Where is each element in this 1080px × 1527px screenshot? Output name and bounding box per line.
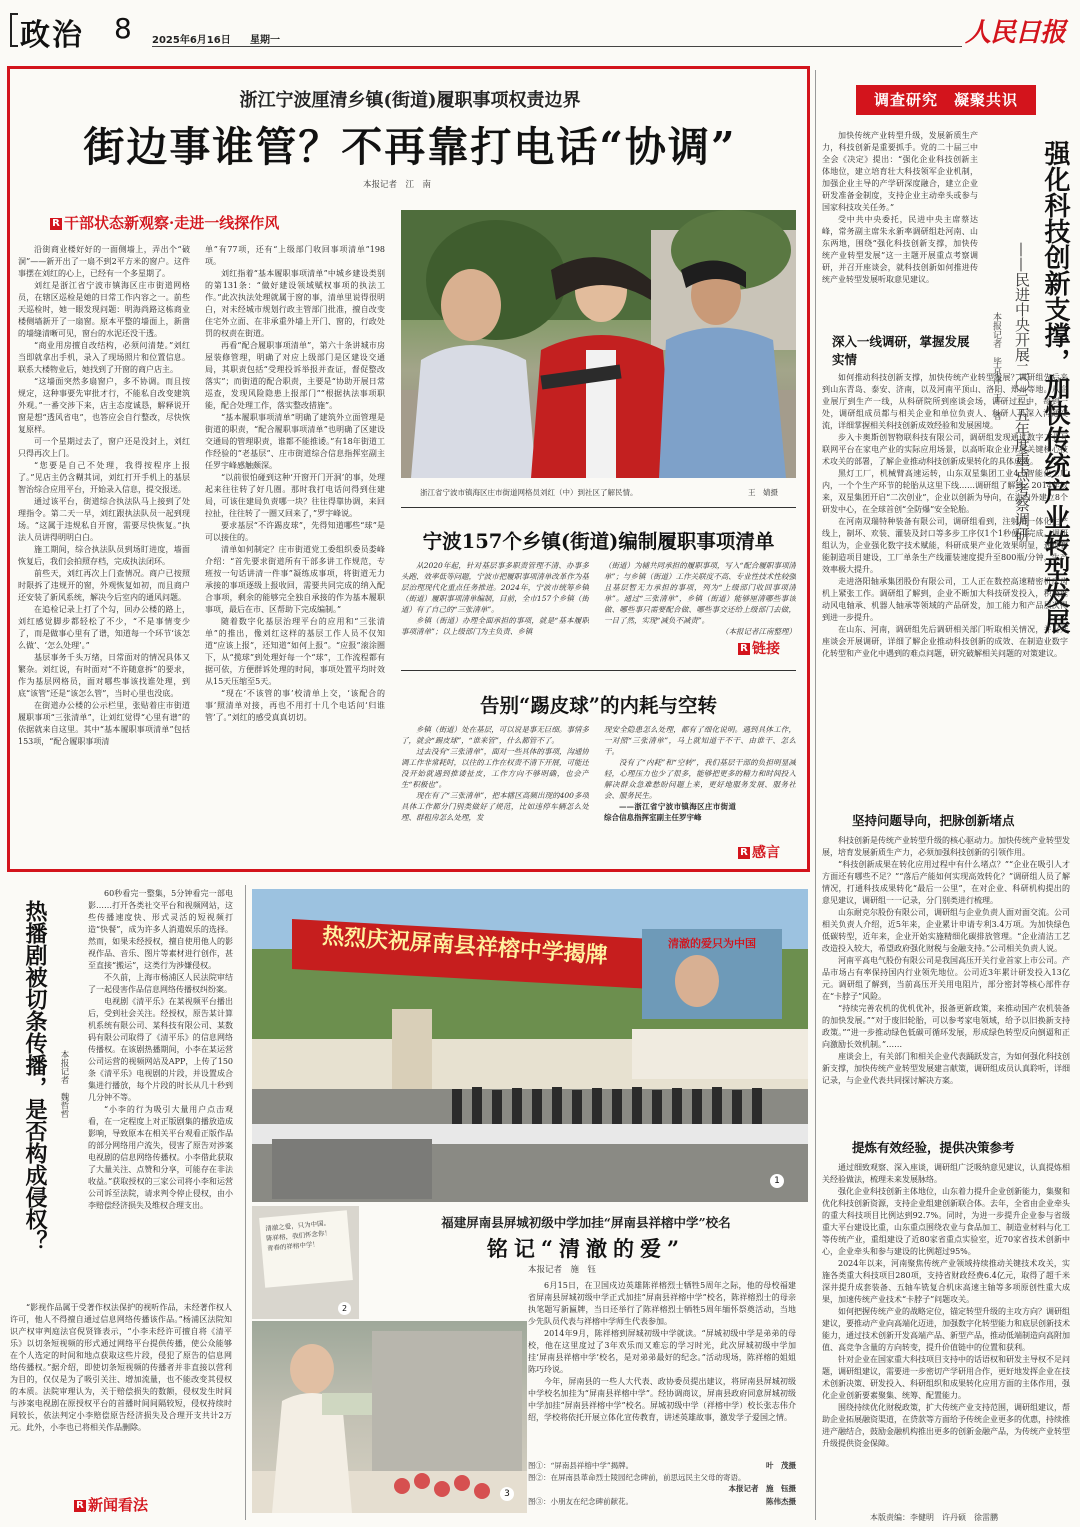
- feature-kicker: 福建屏南县屏城初级中学加挂“屏南县祥榕中学”校名: [441, 1215, 731, 1230]
- tag-label: 新闻看法: [88, 1496, 149, 1514]
- right-box-title: 调查研究 凝聚共识: [856, 85, 1036, 115]
- paragraph: 通过细致观察、深入座谈，调研组广泛吸纳意见建议，认真提炼相关经验做法，梳理未来发展脉络。: [822, 1163, 1070, 1184]
- paragraph: 电视剧《清平乐》在某视频平台播出后，受到社会关注。经授权，原告某计算机系统有限公司、某科技有限公司、某数码有限公司取得了《清平乐》的信息网络传播权。在该剧热播期间，小李在某运营公司运营的视频网站及APP，上传了150条《清平乐》电视剧的片段，并设置成合集进行播放，每个片段的时长从几十秒到几分钟不等。: [88, 997, 233, 1102]
- paragraph: 乡镇（街道）处在基层，可以说是事无巨细。事情多了，就会“踢皮球”，“谁来管”，什么都管不了。: [401, 725, 589, 745]
- paragraph: 2014年9月，陈祥榕到屏城初级中学就读。“屏城初级中学是弟弟的母校，他在这里度过了3年欢乐而又难忘的学习时光，此次屏城初级中学加挂‘屏南县祥榕中学’校名，是对弟弟最好的纪念。”活动现场，陈祥榕的姐姐陈巧玲说。: [528, 1329, 796, 1374]
- paragraph: “基本履职事项清单”明确了建筑外立面管理是街道的职责，“配合履职事项清单”也明确了区建设交通局的管理职责，谁都不能推诿。”有18年街道工作经验的“老基层”、庄市街道综合信息指挥室副主任罗宇峰感触颇深。: [205, 413, 385, 470]
- paragraph: 现在有了“三张清单”，把本辖区高频出现的400多项具体工作都分门别类做好了规范，比如违停车辆怎么处理、群租房怎么处理，发: [401, 791, 589, 822]
- photo-index-2: 2: [338, 1302, 351, 1315]
- column-tag-label: 干部状态新观察·走进一线探作风: [64, 214, 280, 232]
- feature-photo-3: [252, 1321, 527, 1513]
- right-vertical-subheadline: ——民进中央开展二〇二五年度重点考察调研: [1013, 242, 1031, 542]
- paragraph: 座谈会上，有关部门和相关企业代表踊跃发言，为如何强化科技创新支撑，加快传统产业转型发展建言献策，调研组成员认真聆听，详细记录，与企业代表共同探讨解决方案。: [822, 1052, 1070, 1085]
- sub2-text-col1: [401, 724, 589, 864]
- photo-index-1: 1: [770, 1174, 784, 1188]
- paragraph: 刘红是浙江省宁波市镇海区庄市街道网格员，在辖区巡检是她的日常工作内容之一。前些天巡检时，她一眼发现问题：明海尚路这栋商业楼侧墙新开了一扇窗。原本平整的墙面上，新凿的墙缝清晰可见，窗台的水泥还没干透。: [18, 281, 190, 338]
- paragraph: 山东耐克尔股份有限公司，调研组与企业负责人面对面交流。公司相关负责人介绍，近5年来，企业累计申请专利3.4万项。为加快绿色低碳转型，近年来，企业开始实施精细化碳排放管理。“企业清洁工艺改造投入较大，希望政府强化财税与金融支持。”公司相关负责人说。: [822, 908, 1070, 953]
- paragraph: 过去没有“三张清单”，面对一些具体的事项，沟通协调工作非常耗时，以往的工作在权责不清下开展，可能还没开始就遇到推诿扯皮，工作方向不够明确，也会产生“积极也”。: [401, 747, 589, 789]
- paragraph: 步入卡奥斯创智物联科技有限公司，调研组发现通过数字工业互联网平台在家电产业的实际应用场景，以高昕取企业开展关键核心技术攻关的部署，了解企业推动科技创新成果转化的具体成效。: [822, 433, 1068, 466]
- r-badge-icon: R: [738, 847, 750, 859]
- right-section3-title: 提炼有效经验，提供决策参考: [852, 1140, 1015, 1155]
- right-section2-text: [822, 835, 1070, 1130]
- right-section3-text: [822, 1162, 1070, 1504]
- right-section1-text: [822, 372, 1068, 800]
- right-section2-title: 坚持问题导向，把脉创新堵点: [852, 813, 1015, 828]
- paragraph: 单”有77项，还有“上级部门收回事项清单”198项。: [205, 245, 385, 266]
- paragraph: 在街道办公楼的公示栏里，张贴着庄市街道履职事项“三张清单”，让刘红觉得“心里有谱”的依据就来自这里。其中“基本履职事项清单”包括153项，“配合履职事项清: [18, 701, 190, 746]
- paragraph: 受中共中央委托，民进中央主席蔡达峰，常务副主席朱永新率调研组赴河南、山东两地，围绕“强化科技创新支撑，加快传统产业转型发展”这一主题开展重点考察调研，并召开座谈会，就科技创新如何推进传统产业转型发展听取意见建议。: [822, 215, 978, 284]
- paragraph: 加快传统产业转型升级，发展新质生产力，科技创新是重要抓手。党的二十届三中全会《决定》提出：“强化企业科技创新主体地位，建立培育壮大科技领军企业机制，加强企业主导的产学研深度融合，建立企业研发准备金制度，支持企业主动牵头或参与国家科技攻关任务。”: [822, 131, 978, 212]
- section-name: 政治: [20, 18, 84, 53]
- paragraph: 围绕持续优化财税政策，扩大传统产业支持范围，调研组建议，帮助企业拓展融资渠道，在贷款等方面给予传统企业更多的优惠，持续推进产融结合，鼓励金融机构推出更多的创新金融产品，为传统产业转型升级提供资金保障。: [822, 1403, 1070, 1448]
- paragraph: 前些天，刘红再次上门查情况。商户已按照时限拆了违规开的窗，外观恢复如初，而且商户还安装了新风系统，解决今后室内的通风问题。: [18, 569, 190, 602]
- paragraph: 60秒看完一整集，5分钟看完一部电影……打开各类社交平台和视频网站，这些传播速度快、形式灵活的短视频打造“快餐”，成为许多人消遣娱乐的选择。然而，如果未经授权，擅自使用他人的影视作品、音乐、图片等素材进行创作，甚至直接“搬运”，这类行为涉嫌侵权。: [88, 889, 233, 970]
- page-editors: 本版责编：李健明 许丹硕 徐雷鹏: [870, 1513, 998, 1522]
- paragraph: “科技创新成果在转化应用过程中有什么堵点？”“企业在吸引人才方面还有哪些不足？”“落后产能如何实现高效转化？”调研组人员了解情况，打通科技成果转化“最后一公里”，在对企业、科研机构提出的意见建议，调研组一一记录，分门别类进行梳理。: [822, 860, 1070, 905]
- r-badge-icon: R: [50, 218, 62, 230]
- bottom-left-vertical-headline: 热播剧被切条传播，是否构成侵权？: [22, 900, 48, 1252]
- feature-photo-main: [252, 889, 808, 1202]
- bottom-left-text-upper: [88, 888, 233, 1268]
- sub1-text-col1: [401, 560, 589, 665]
- page-number: 8: [114, 12, 132, 45]
- lead-kicker: 浙江宁波厘清乡镇(街道)履职事项权责边界: [239, 90, 581, 111]
- caption-credit: 叶 茂摄: [766, 1461, 796, 1470]
- caption-label: 图③：小朋友在纪念碑前献花。: [528, 1497, 633, 1506]
- lead-headline: 街边事谁管？不再靠打电话“协调”: [83, 123, 737, 171]
- lead-text-col1: [18, 244, 190, 862]
- lead-photo: [401, 210, 796, 478]
- paragraph: “这墙面突然多扇窗户，多不协调。而且按规定，这种事要先审批才行，不能私自改变建筑外观。”一番交涉下来，店主态度诚恳，解释说开窗是想“透风省电”，也答应会自行整改，尽快恢复原样。: [18, 377, 190, 434]
- paragraph: 如何把握传统产业的战略定位，锚定转型升级的主攻方向？调研组建议，要推动产业向高端化迈进，加强数字化转型能力和底层创新技术能力，通过技术创新开发高端产品、新型产品，推动低端制造向高附加值、高竞争含量的方向转变，提升价值链中的位置和获利。: [822, 1307, 1070, 1352]
- masthead-rule: [152, 46, 962, 47]
- r-badge-icon: R: [738, 643, 750, 655]
- section-bracket: [10, 13, 18, 47]
- paragraph: 现安全隐患怎么处理，都有了细化说明。遇到具体工作，一对照“三张清单”，马上就知道干不干、由谁干、怎么干。: [604, 725, 796, 756]
- paragraph: 没有了“内耗”和“空转”，我们基层干部的负担明显减轻，心理压力也少了很多，能够把更多的精力和时间投入解决群众急难愁盼问题上来，更好地服务发展、服务社会、服务民生。: [604, 758, 796, 800]
- newspaper-logo: 人民日报: [965, 18, 1066, 48]
- paragraph: “以前很怕碰到这种‘开窗开门开洞’的事，处理起来往往转了好几圈。那时我打电话问得到住建局，可该住建局负责哪一块？往往得靠协调，来回拉扯，往往转了一圈又回来了，”罗宇峰说。: [205, 473, 385, 518]
- bottom-left-text-lower: [10, 1302, 232, 1482]
- paragraph: 在山东、河南，调研组先后调研相关部门听取相关情况，并召开座谈会开展调研，详细了解企业推动科技创新的成效、在制造业数字化转型和产业化中遇到的难点问题，研究破解相关问题的对策建议。: [822, 625, 1068, 658]
- feature-caption-3: [528, 1496, 796, 1507]
- paragraph: 科技创新是传统产业转型升级的核心驱动力。加快传统产业转型发展，培育发展新质生产力，必须加强科技创新的引领作用。: [822, 836, 1070, 857]
- bottom-left-tag: [74, 1494, 148, 1515]
- lead-byline: 本报记者 江 南: [363, 180, 432, 190]
- paragraph: “小李的行为吸引大量用户点击观看，在一定程度上对正版剧集的播放造成影响，导致原本在相关平台观看正版作品的部分网络用户流失，侵害了原告对涉案电视剧的信息网络传播权。小李借此获取了大量关注、点赞和分享，可能存在非法收益。”获取授权的三家公司将小李和运营公司诉至法院，请求判令停止侵权，由小李赔偿经济损失及维权合理支出。: [88, 1105, 233, 1210]
- memorial-note-text: 清澈之爱，只为中国。 陈祥榕，我们怀念你！ 青春的祥榕中学！: [264, 1219, 332, 1253]
- paragraph: 通过该平台，街道综合执法队马上接到了处理指令。第二天一早，刘红跟执法队员一起到现场。“这属于违规私自开窗，需要尽快恢复。”执法人员讲得明明白白。: [18, 497, 190, 542]
- paragraph: 6月15日，在卫国戍边英雄陈祥榕烈士牺牲5周年之际，他的母校福建省屏南县屏城初级中学正式加挂“屏南县祥榕中学”校名，陈祥榕烈士的母亲执笔题写新匾牌，当日还举行了陈祥榕烈士牺牲5周年缅怀祭奠活动，当地少先队员代表与祥榕中学师生代表参加。: [528, 1281, 796, 1326]
- feature-photo-2: [252, 1206, 359, 1319]
- paragraph: （本报记者江南整理）: [721, 627, 796, 636]
- lead-column-tag: [50, 212, 279, 233]
- feature-text: [528, 1280, 796, 1457]
- paragraph: 刘红指着“基本履职事项清单”中城乡建设类别的第131条：“做好建设领域赋权事项的执法工作。”此次执法处理就属于窗的事，清单里说得很明白，对未经城市规划行政主管部门批准，擅自改变住宅外立面、在非承重外墙上开门、窗的，行政处罚的权责在街道。: [205, 269, 385, 338]
- feature-caption-1: [528, 1460, 796, 1471]
- tag-label: 链接: [752, 641, 780, 657]
- sub1-headline: 宁波157个乡镇(街道)编制履职事项清单: [422, 530, 775, 553]
- paragraph: 在河南双瑞特种装备有限公司，调研组看到，注射用一体化生产线上，制坏、欢装、灌装及封口等多步工序仅1个1秒便可完成。调研组认为，企业强化数字技术赋能，科研成果产业化效果明显，通过智能制造项目建设，工厂单条生产线灌装速度提升至800瓶/分钟，生产效率极大提升。: [822, 517, 1068, 574]
- paragraph: 从2020年起，针对基层事多职责管理不清、办事多头跑、效率低等问题，宁波市把履职事项清单改革作为基层治理现代化重点任务推进。2024年，宁波市统筹乡镇（街道）履职事项清单编制，目前，全市157个乡镇（街道）有了自己的“三张清单”。: [401, 561, 589, 614]
- right-section1-title: 深入一线调研，掌握发展实情: [832, 334, 970, 367]
- bottom-left-byline: 本报记者 魏哲哲: [59, 1050, 69, 1118]
- column-rule: [245, 885, 246, 1520]
- paragraph: 再看“配合履职事项清单”，第六十条讲城市房屋装修管理，明确了对应上级部门是区建设交通局，其职责包括“受理投诉举报并查证，督促整改落实”；而街道的配合职责，主要是“协助开展日常巡查，发现风险隐患上报部门”“根据执法事项职能，配合处理工作，落实整改措施”。: [205, 341, 385, 410]
- r-badge-icon: R: [74, 1500, 86, 1512]
- photo-index-3: 3: [500, 1487, 514, 1501]
- feature-byline: 本报记者 施 钰: [528, 1265, 597, 1275]
- paragraph: 施工期间，综合执法队员到场盯进度，墙面恢复后，我们会拍照存档，完成执法闭环。: [18, 545, 190, 566]
- paragraph: “持续完善农机的优机优补，报备更新政策，来推动国产农机装备的加快发展。”“对于废旧轮胎，可以参考家电领域，给予以旧换新支持政策。”“进一步推动绿色低碳可循环发展，形成绿色转型反向倒逼和正向激励长效机制。”……: [822, 1004, 1070, 1049]
- caption-credit: 陈伟杰摄: [766, 1497, 796, 1506]
- divider: [401, 670, 796, 671]
- caption-label: 图②：在屏南县革命烈士陵园纪念碑前，前思远民主父母的寄语。: [528, 1473, 746, 1482]
- sub2-headline: 告别“踢皮球”的内耗与空转: [480, 694, 717, 717]
- right-intro-text: [822, 130, 978, 322]
- right-byline: 本报记者 毕京津 王 者: [991, 312, 1001, 420]
- lead-text-col2: [205, 244, 385, 862]
- feature-poster-text: 清澈的爱只为中国: [668, 937, 756, 950]
- paragraph: 如何推动科技创新支撑，加快传统产业转型发展？调研组先后来到山东青岛、泰安、济南，以及河南平顶山、洛阳、郑州等地。从企业展厅到生产一线，从科研院所到座谈会场，调研过程中，每到一处，调研组成员都与相关企业和单位负责人、科研人员深入沟通交流，详细掌握相关科技创新成效经验和发展困境。: [822, 373, 1068, 430]
- paragraph: “商业用房擅自改结构，必须问清楚。”刘红当即就拿出手机，录入了现场照片和位置信息。联系大楼物业后，她找到了开窗的商户店主。: [18, 341, 190, 374]
- paragraph: （街道）为辅共同承担的履职事项，写入“配合履职事项清单”；与乡镇（街道）工作关联度不高、专业性技术性较强且基层暂无力承担的事项，列为“上级部门收回事项清单”。通过“三张清单”，乡镇（街道）能够厘清哪些事该做、哪些事只需要配合做、哪些事交还给上级部门去做，一目了然，实现“减负不减责”。: [604, 561, 796, 625]
- issue-weekday: 星期一: [250, 35, 280, 46]
- lead-photo-credit: 王 婧摄: [748, 488, 778, 497]
- paragraph: “现在‘不该管的事’校清单上交，‘该配合的事’照清单对接，再也不用打十几个电话问‘归谁管’了。”刘红的感受真真切切。: [205, 689, 385, 722]
- paragraph: 今年，屏南县的一些人大代表、政协委员提出建议，将屏南县屏城初级中学校名加挂为“屏南县祥榕中学”。经协调商议，屏南县政府同意屏城初级中学加挂“屏南县祥榕中学”校名。屏城初级中学（祥榕中学）校长张志伟介绍，学校将依托开展立体化宣传教育，讲述英雄故事，激发学子爱国之情。: [528, 1377, 796, 1422]
- paragraph: 不久前，上海市杨浦区人民法院审结了一起侵害作品信息网络传播权纠纷案。: [88, 973, 233, 994]
- paragraph: 走进洛阳轴承集团股份有限公司，工人正在数控高速精密机床齿机上紧张工作。调研组了解到，企业不断加大科技研发投入，积极推动风电轴承、机器人轴承等领域的产品研发，加工能力和产品层次得到进一步提升。: [822, 577, 1068, 622]
- paragraph: 要求基层“不许踢皮球”，先得知道哪些“球”是可以接住的。: [205, 521, 385, 542]
- feature-headline: 铭记“清澈的爱”: [486, 1236, 686, 1261]
- paragraph: 黑灯工厂，机械臂高速运转，山东双星集团工业4.0智能化工厂内，一个个生产环节的轮胎从这里下线……调研组了解到，2014年以来，双星集团开启“二次创业”，企业以创新为导向，在海内外建立8个研发中心，在全球首创“全防爆”安全轮胎。: [822, 469, 1068, 514]
- paragraph: 可一个星期过去了，窗户还是没封上，刘红只得再次上门。: [18, 437, 190, 458]
- feature-photo-3-scene: [252, 1321, 527, 1513]
- divider: [401, 507, 796, 508]
- paragraph: “影视作品属于受著作权法保护的视听作品，未经著作权人许可，他人不得擅自通过信息网络传播该作品。”杨浦区法院知识产权审判庭法官倪贤锋表示，“小李未经许可擅自将《清平乐》以切条短视频的形式通过网络平台提供传播，使公众能够在个人选定的时间和地点获取这些片段，侵犯了原告的信息网络传播权。”据介绍，即使切条短视频的传播者并非直接以营利为目的，仅仅是为了吸引关注、增加流量，也不能改变其侵权的本质。法院审理认为，关于赔偿损失的数额，侵权发生时间与涉案电视剧在原授权平台的首播时间间隔较短，侵权持续时间较长，依法判定小李赔偿原告经济损失及合理开支共计2万元。此外，小李也已将相关作品删除。: [10, 1303, 232, 1432]
- column-rule: [815, 70, 816, 1520]
- feature-caption-2: [528, 1472, 796, 1494]
- sub1-tag: [738, 638, 780, 658]
- paragraph: “您要是自己不处理，我得按程序上报了。”见店主仍含糊其词，刘红打开手机上的基层智治综合应用平台，开始录入信息，提交报送。: [18, 461, 190, 494]
- feature-banner-text: 热烈庆祝屏南县祥榕中学揭牌: [321, 923, 609, 969]
- right-vertical-headline: 强化科技创新支撑，加快传统产业转型发展: [1040, 140, 1070, 634]
- paragraph: 强化企业科技创新主体地位，山东着力提升企业创新能力，集聚和优化科技创新资源，支持企业组建创新联合体。去年，全省由企业牵头的重大科技项目比例达到92.7%。同时，为进一步提升企业参与省级重大平台建设比重，山东重点围绕农业与食品加工、制造业材料与化工等传统产业，重组建设了近80家省重点实验室，近70家省技术创新中心，企业牵头和参与建设的比例超过95%。: [822, 1187, 1070, 1256]
- issue-date: 2025年6月16日: [152, 35, 231, 46]
- paragraph: 基层事务千头万绪，日常面对的情况具体又繁杂。刘红说，有时面对“不许随意拆”的要求，作为基层网格员，面对哪些事该找谁处理，到底“该管”还是“该怎么管”，当时心里也没底。: [18, 653, 190, 698]
- paragraph: ——浙江省宁波市镇海区庄市街道综合信息指挥室副主任罗宇峰: [604, 802, 736, 822]
- paragraph: 沿街商业楼好好的一面侧墙上，弄出个“破洞”——新开出了一扇不到2平方米的窗户。这件事摆在刘红的心上，已经有一个多星期了。: [18, 245, 190, 278]
- paragraph: 乡镇（街道）办理全面承担的事项，就是“基本履职事项清单”；以上级部门为主负责、乡镇: [401, 616, 589, 636]
- paragraph: 河南平高电气股份有限公司是我国高压开关行业首家上市公司。产品市场占有率保持国内行业领先地位。公司近3年累计研发投入13亿元。调研组了解到，当前高压开关用电阻片，部分密封等核心部件存在“卡脖子”风险。: [822, 956, 1070, 1001]
- paragraph: 针对企业在国家重大科技项目支持中的话语权和研发主导权不足问题，调研组建议，需要进一步密切产学研用合作，更好地发挥企业在技术创新决策、研发投入、科研组织和成果转化应用方面的主体作用，强化企业创新要素聚集、统筹、配置能力。: [822, 1355, 1070, 1400]
- tag-label: 感言: [752, 845, 780, 861]
- paragraph: 随着数字化基层治理平台的应用和“三张清单”的推出，像刘红这样的基层工作人员不仅知道“应该上报”，还知道“如何上报”。“应报”滚涂圈下，从“揽球”到处理好每一个“球”，工作流程都有据可依，方便群诉处理的时间，事项处置平均时效从15天压缩至5天。: [205, 617, 385, 686]
- paragraph: 在追检记录上打了个勾，回办公楼的路上，刘红感觉脚步都轻松了不少，“不是事情变少了，而是做事心里有了谱，知道每一个环节‘该怎么做’、‘怎么处理’。”: [18, 605, 190, 650]
- paragraph: 清单如何制定？庄市街道党工委组织委员娄峰介绍：“首先要求街道所有干部多讲工作规范，专班按一句话讲清一件事”凝练成事项，将街道无力承接的事项逐级上报收回，需要共同完成的纳入配合事项，剩余的能够完全独自承接的作为基本履职事项，最后在市、区帮助下完成编制。”: [205, 545, 385, 614]
- caption-credit: 本报记者 施 钰摄: [728, 1484, 796, 1493]
- paragraph: 2024年以来，河南聚焦传统产业领域持续推动关键技术攻关，实施各类重大科技项目280项，支持省财政经费6.4亿元，取得了超千米深井提升成套装备、五轴车铣复合机床高速主轴等多项原创性重大成果，加速传统产业技术“卡脖子”问题攻关。: [822, 1259, 1070, 1304]
- lead-photo-scene: [401, 210, 796, 478]
- sub2-tag: [738, 842, 780, 862]
- lead-photo-caption: 浙江省宁波市镇海区庄市街道网格员刘红（中）到社区了解民情。: [420, 488, 638, 497]
- caption-label: 图①：“屏南县祥榕中学”揭牌。: [528, 1461, 634, 1470]
- masthead: [0, 0, 1080, 60]
